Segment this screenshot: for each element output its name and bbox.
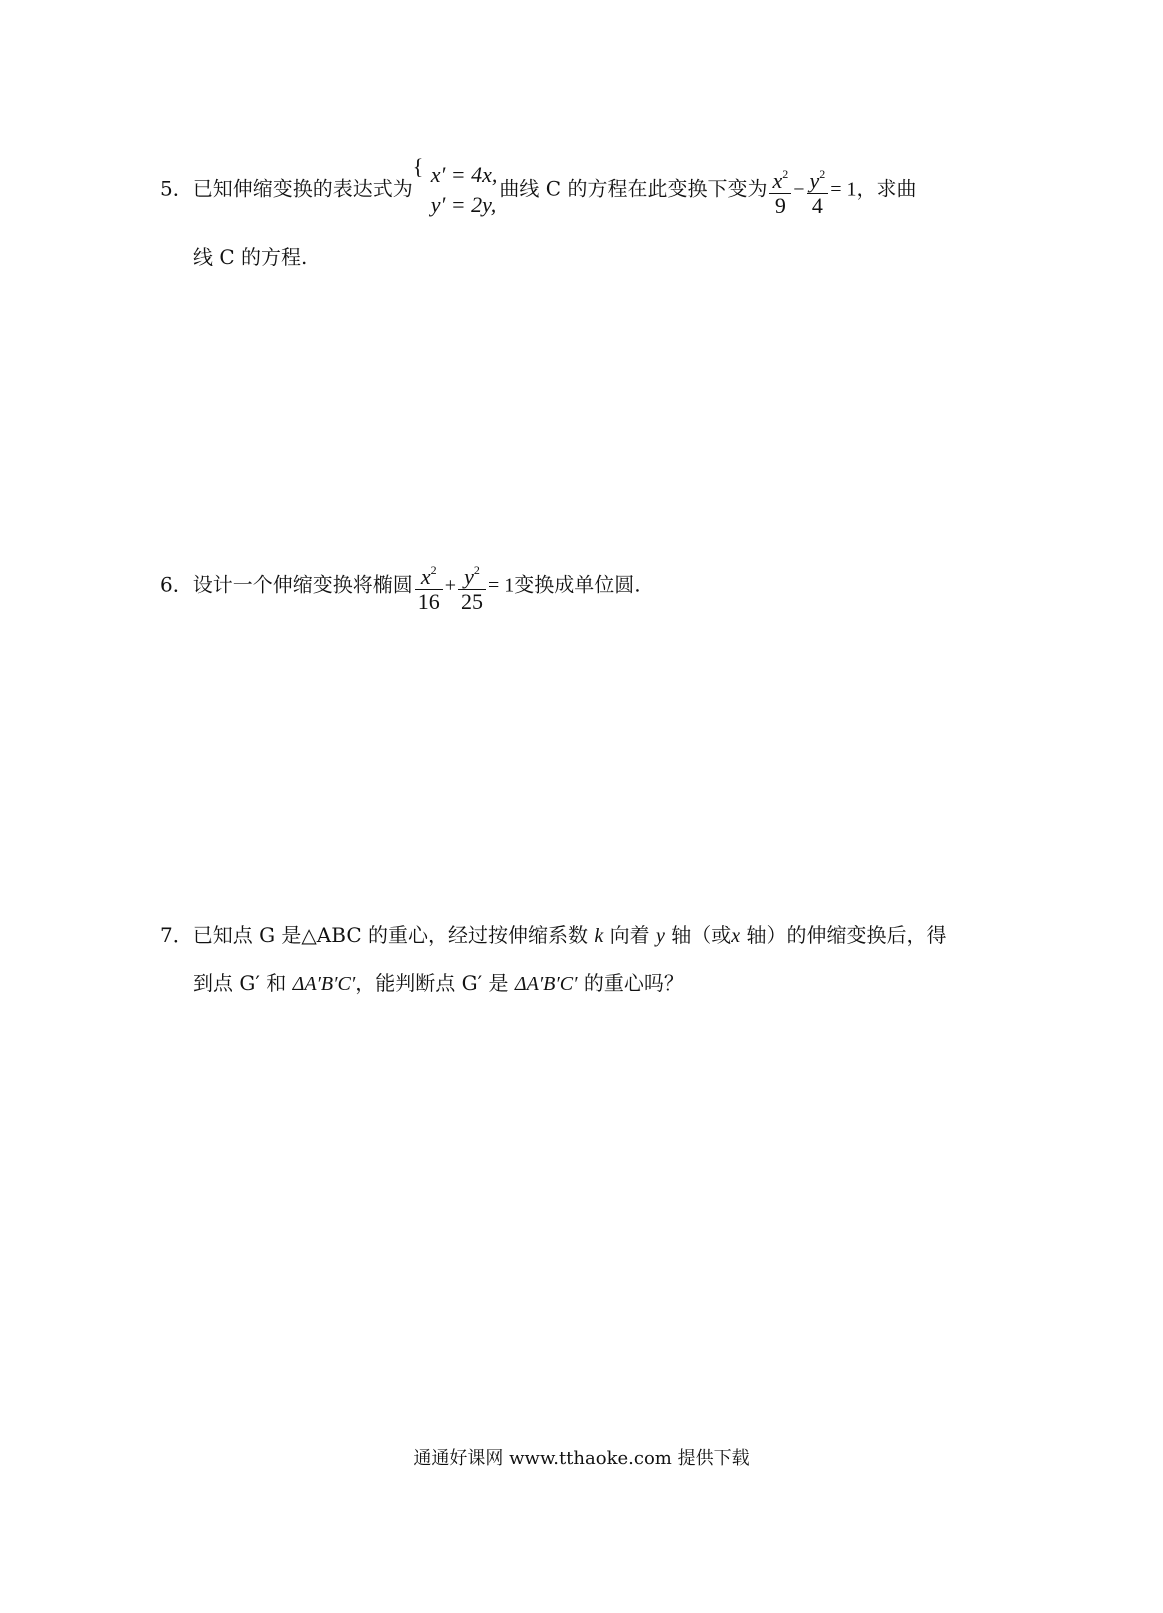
exponent: 2 [430, 563, 437, 577]
problem-text: ，求曲 [856, 176, 917, 201]
problem-text: 已知点 G 是△ABC 的重心，经过按伸缩系数 [192, 923, 588, 947]
fraction-x2-over-16 [415, 558, 443, 614]
problem-text: 到点 G′ 和 [193, 971, 287, 995]
fraction-y2-over-25 [458, 558, 486, 614]
frac-denominator: 16 [417, 589, 440, 614]
var-x: x [731, 925, 741, 947]
problem-number: 6． [160, 572, 193, 597]
var-y: y [655, 925, 665, 947]
triangle-prime-2: ΔA′B′C′ [514, 973, 578, 995]
problem-5-line-2 [193, 243, 307, 271]
frac-numerator: y [809, 168, 820, 193]
left-brace-icon: { [412, 154, 424, 179]
frac-numerator: x [420, 564, 431, 589]
fraction-y2-over-4 [807, 162, 829, 218]
exponent: 2 [473, 563, 480, 577]
equals-one: = 1 [830, 178, 857, 201]
problem-text: 向着 [609, 923, 650, 947]
var-k: k [594, 925, 604, 947]
problem-6-line-1 [160, 558, 641, 614]
minus-sign: − [793, 178, 805, 201]
problem-number: 5． [160, 176, 193, 201]
frac-numerator: x [772, 168, 783, 193]
problem-text: 变换成单位圆. [514, 572, 641, 597]
problem-text: 曲线 C 的方程在此变换下变为 [499, 176, 768, 201]
problem-text: 的重心吗？ [583, 971, 684, 995]
problem-7-line-2 [193, 969, 684, 998]
equals-one: = 1 [488, 574, 515, 597]
system-eq-1: x′ = 4x, [430, 162, 498, 187]
problem-number: 7． [160, 923, 193, 947]
frac-denominator: 25 [461, 589, 484, 614]
system-eq-2: y′ = 2y, [430, 192, 497, 217]
problem-text: 已知伸缩变换的表达式为 [192, 176, 413, 201]
plus-sign: + [444, 574, 457, 597]
problem-5-line-1 [160, 154, 917, 220]
problem-text: 线 C 的方程. [193, 245, 308, 269]
frac-denominator: 9 [774, 193, 786, 218]
page-footer: 通通好课网 www.tthaoke.com 提供下载 [413, 1448, 750, 1469]
problem-text: 轴（或 [671, 923, 732, 947]
fraction-x2-over-9 [769, 162, 791, 218]
triangle-prime-1: ΔA′B′C′ [292, 973, 356, 995]
frac-numerator: y [464, 564, 474, 589]
transform-system [412, 154, 498, 220]
problem-text: 轴）的伸缩变换后，得 [746, 923, 947, 947]
problem-7-line-1 [160, 921, 946, 950]
exponent: 2 [819, 167, 826, 181]
problem-text: 设计一个伸缩变换将椭圆 [192, 572, 413, 597]
frac-denominator: 4 [811, 193, 823, 218]
problem-text: ，能判断点 G′ 是 [355, 971, 509, 995]
exponent: 2 [782, 167, 789, 181]
